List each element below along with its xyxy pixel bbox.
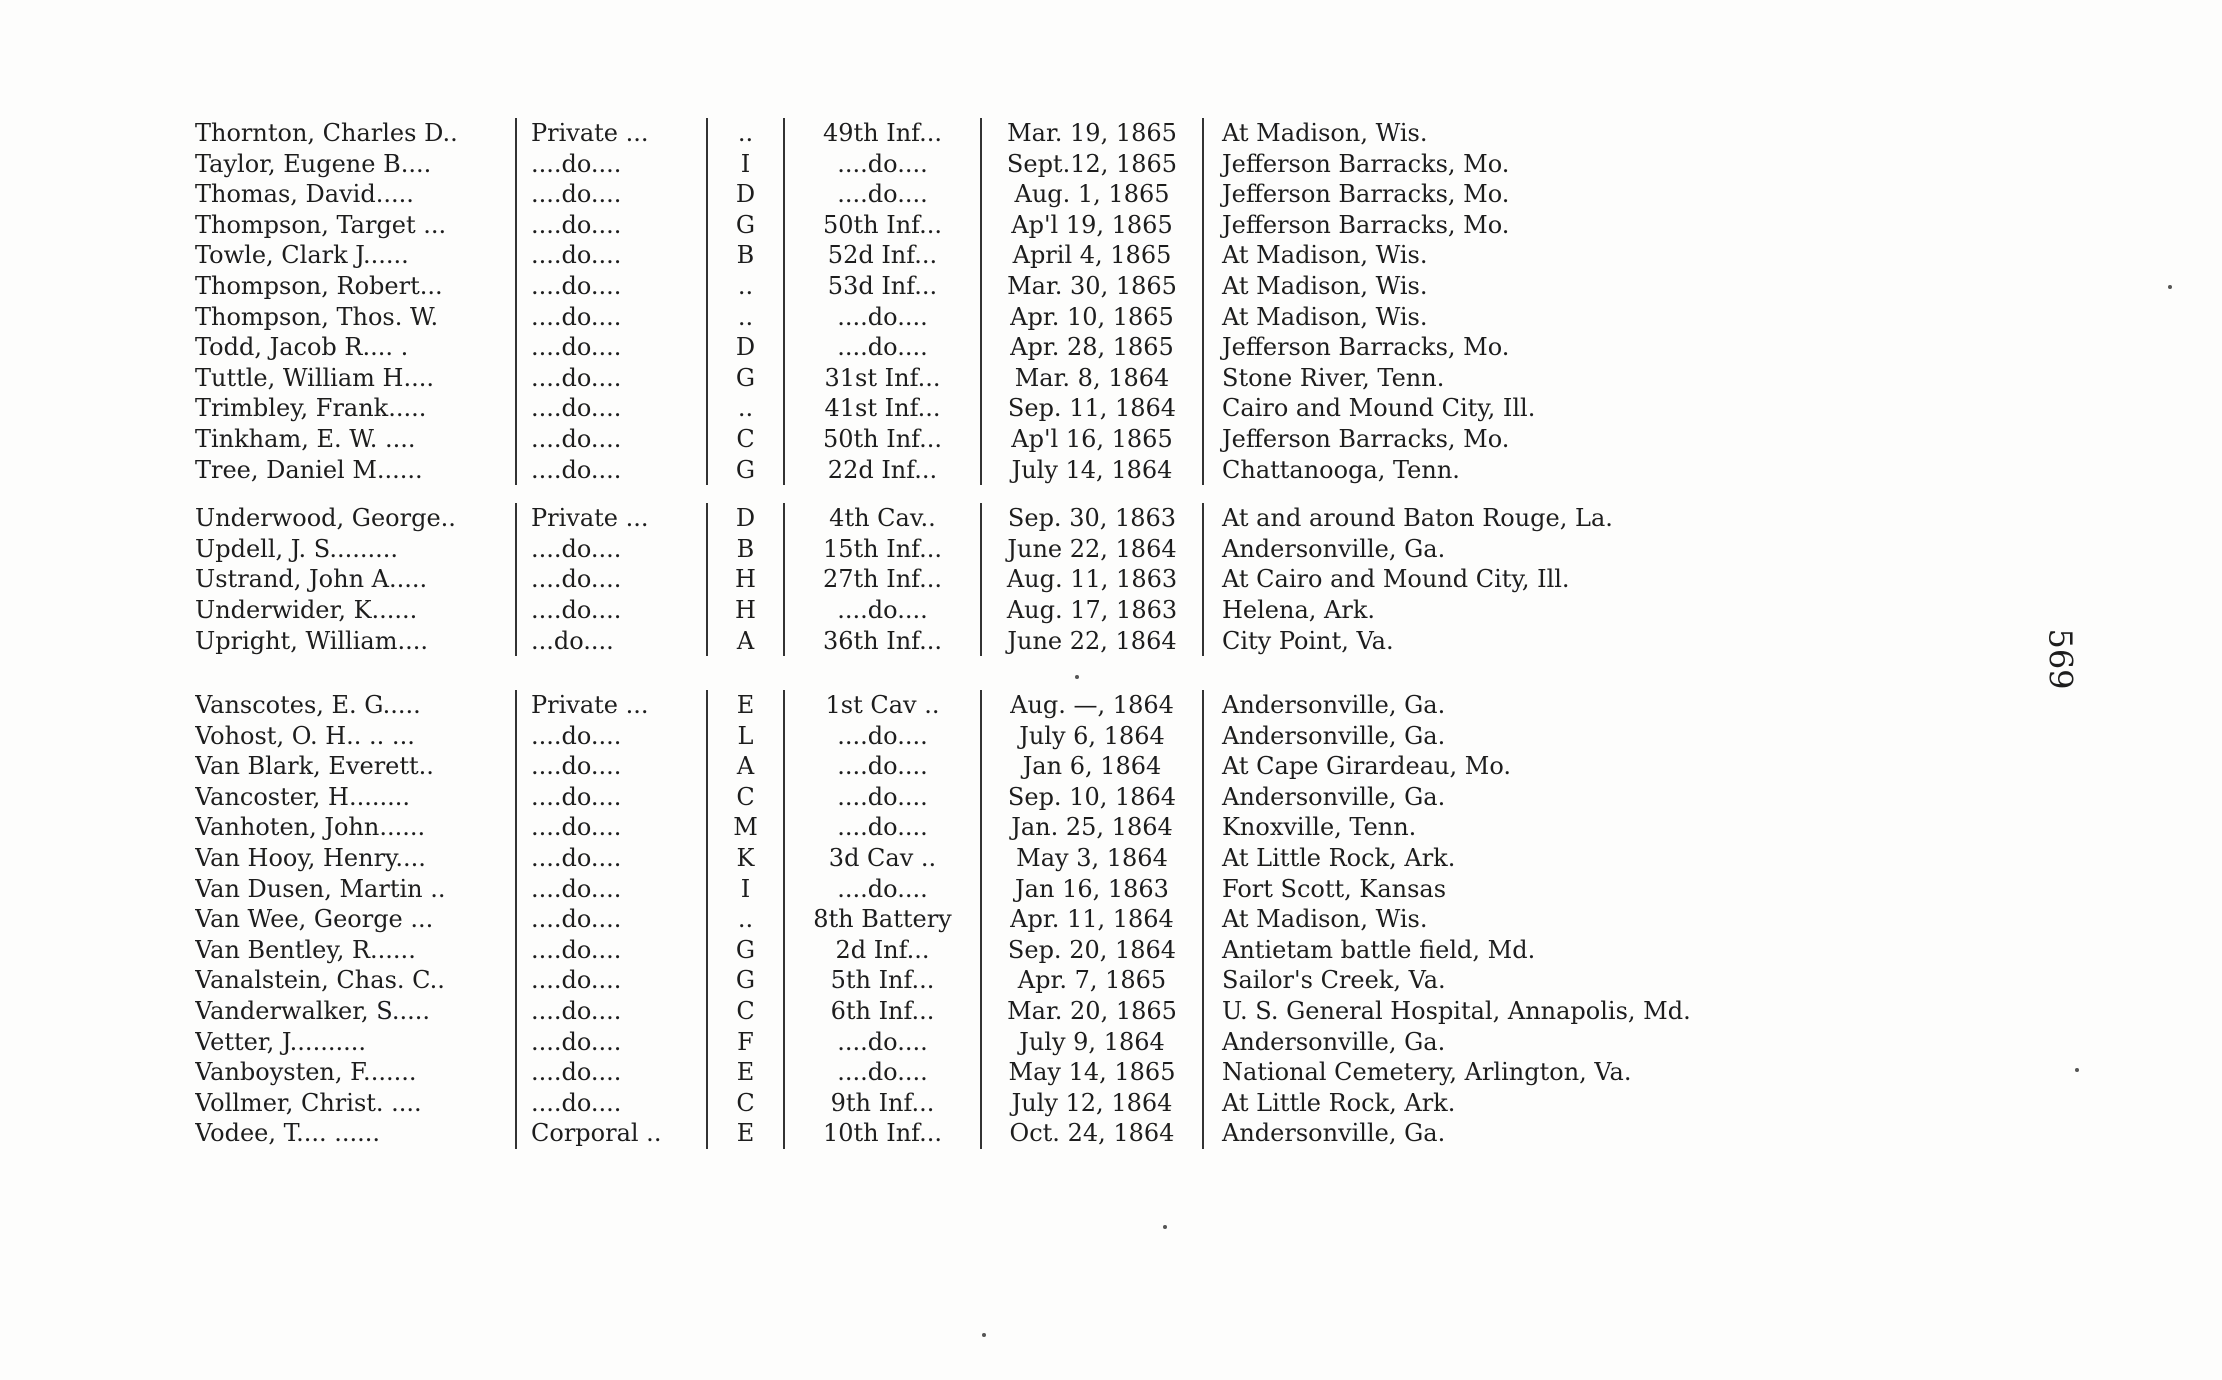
roster-row <box>195 1118 1815 1149</box>
roster-row <box>195 996 1815 1027</box>
roster-row <box>195 721 1815 752</box>
cell-rank: Private ... <box>515 503 706 534</box>
cell-co: .. <box>706 271 783 302</box>
cell-name: Thornton, Charles D.. <box>195 119 458 147</box>
cell-name: Vohost, O. H.. .. ... <box>195 721 415 750</box>
cell-co: M <box>706 812 783 843</box>
cell-rank: Private ... <box>515 118 706 149</box>
cell-rank: Corporal .. <box>515 1118 706 1149</box>
roster-row <box>195 935 1815 966</box>
cell-co: .. <box>706 302 783 333</box>
cell-place: City Point, Va. <box>1202 626 1782 657</box>
cell-date: Aug. 1, 1865 <box>980 179 1202 210</box>
cell-place: Andersonville, Ga. <box>1202 782 1782 813</box>
cell-reg: 5th Inf... <box>783 965 980 996</box>
cell-name: Towle, Clark J...... <box>195 241 409 270</box>
roster-row <box>195 1088 1815 1119</box>
cell-reg: ....do.... <box>783 302 980 333</box>
cell-date: July 9, 1864 <box>980 1027 1202 1058</box>
cell-name: Vollmer, Christ. .... <box>195 1088 422 1117</box>
cell-name: Van Blark, Everett.. <box>195 752 434 781</box>
cell-place: At Madison, Wis. <box>1202 302 1782 333</box>
cell-place: Andersonville, Ga. <box>1202 690 1782 721</box>
cell-co: C <box>706 1088 783 1119</box>
print-speck <box>2075 1068 2079 1072</box>
cell-name: Van Wee, George ... <box>195 905 434 934</box>
cell-date: Mar. 30, 1865 <box>980 271 1202 302</box>
cell-rank: ....do.... <box>515 149 706 180</box>
cell-rank: ....do.... <box>515 751 706 782</box>
cell-rank: Private ... <box>515 690 706 721</box>
cell-co: C <box>706 782 783 813</box>
cell-name: Trimbley, Frank..... <box>195 394 427 423</box>
cell-date: July 14, 1864 <box>980 455 1202 486</box>
roster-row <box>195 1057 1815 1088</box>
roster-row <box>195 210 1815 241</box>
cell-rank: ....do.... <box>515 302 706 333</box>
cell-name: Vanderwalker, S..... <box>195 997 431 1026</box>
cell-reg: 50th Inf... <box>783 210 980 241</box>
cell-name: Tuttle, William H.... <box>195 363 434 392</box>
cell-date: May 14, 1865 <box>980 1057 1202 1088</box>
cell-reg: ....do.... <box>783 1027 980 1058</box>
roster-row <box>195 965 1815 996</box>
cell-rank: ....do.... <box>515 210 706 241</box>
cell-co: G <box>706 965 783 996</box>
roster-row <box>195 595 1815 626</box>
cell-co: .. <box>706 393 783 424</box>
cell-co: E <box>706 1118 783 1149</box>
cell-name: Vetter, J.......... <box>195 1027 366 1056</box>
cell-name: Thompson, Thos. W. <box>195 302 439 331</box>
cell-co: D <box>706 332 783 363</box>
roster-row <box>195 812 1815 843</box>
cell-name: Vodee, T.... ...... <box>195 1119 381 1148</box>
cell-co: A <box>706 751 783 782</box>
roster-row <box>195 503 1815 534</box>
cell-rank: ....do.... <box>515 874 706 905</box>
roster-row <box>195 455 1815 486</box>
cell-place: Cairo and Mound City, Ill. <box>1202 393 1782 424</box>
roster-row <box>195 424 1815 455</box>
cell-date: Mar. 8, 1864 <box>980 363 1202 394</box>
cell-date: Sep. 10, 1864 <box>980 782 1202 813</box>
cell-co: .. <box>706 118 783 149</box>
cell-reg: ....do.... <box>783 782 980 813</box>
cell-reg: 2d Inf... <box>783 935 980 966</box>
cell-reg: 10th Inf... <box>783 1118 980 1149</box>
cell-rank: ...do.... <box>515 626 706 657</box>
cell-place: Jefferson Barracks, Mo. <box>1202 332 1782 363</box>
cell-rank: ....do.... <box>515 843 706 874</box>
cell-name: Thompson, Target ... <box>195 210 447 239</box>
cell-name: Van Hooy, Henry.... <box>195 844 426 873</box>
roster-row <box>195 271 1815 302</box>
cell-co: H <box>706 564 783 595</box>
cell-reg: 50th Inf... <box>783 424 980 455</box>
cell-date: June 22, 1864 <box>980 626 1202 657</box>
cell-rank: ....do.... <box>515 721 706 752</box>
cell-reg: ....do.... <box>783 149 980 180</box>
cell-place: At Madison, Wis. <box>1202 118 1782 149</box>
cell-date: May 3, 1864 <box>980 843 1202 874</box>
print-speck <box>1075 675 1079 679</box>
cell-co: E <box>706 690 783 721</box>
cell-date: Ap'l 19, 1865 <box>980 210 1202 241</box>
roster-section <box>195 118 1815 485</box>
cell-date: Mar. 19, 1865 <box>980 118 1202 149</box>
cell-name: Underwood, George.. <box>195 504 456 533</box>
cell-reg: 22d Inf... <box>783 455 980 486</box>
cell-date: Aug. 11, 1863 <box>980 564 1202 595</box>
roster-section <box>195 503 1815 656</box>
cell-place: At Little Rock, Ark. <box>1202 843 1782 874</box>
cell-reg: ....do.... <box>783 332 980 363</box>
cell-place: Jefferson Barracks, Mo. <box>1202 210 1782 241</box>
cell-rank: ....do.... <box>515 1057 706 1088</box>
cell-date: Jan. 25, 1864 <box>980 812 1202 843</box>
cell-reg: 8th Battery <box>783 904 980 935</box>
cell-rank: ....do.... <box>515 363 706 394</box>
roster-row <box>195 843 1815 874</box>
cell-date: Sep. 11, 1864 <box>980 393 1202 424</box>
cell-rank: ....do.... <box>515 332 706 363</box>
cell-name: Todd, Jacob R.... . <box>195 333 409 362</box>
cell-co: E <box>706 1057 783 1088</box>
cell-rank: ....do.... <box>515 534 706 565</box>
roster-row <box>195 626 1815 657</box>
cell-name: Taylor, Eugene B.... <box>195 149 432 178</box>
cell-place: Stone River, Tenn. <box>1202 363 1782 394</box>
cell-place: Knoxville, Tenn. <box>1202 812 1782 843</box>
cell-name: Thompson, Robert... <box>195 271 443 300</box>
roster-row <box>195 240 1815 271</box>
cell-co: A <box>706 626 783 657</box>
cell-rank: ....do.... <box>515 179 706 210</box>
roster-row <box>195 564 1815 595</box>
cell-place: Jefferson Barracks, Mo. <box>1202 424 1782 455</box>
roster-section <box>195 690 1815 1149</box>
cell-place: At Madison, Wis. <box>1202 904 1782 935</box>
roster-row <box>195 751 1815 782</box>
cell-date: Sept.12, 1865 <box>980 149 1202 180</box>
cell-rank: ....do.... <box>515 935 706 966</box>
cell-reg: 6th Inf... <box>783 996 980 1027</box>
cell-name: Van Dusen, Martin .. <box>195 874 446 903</box>
cell-name: Vanalstein, Chas. C.. <box>195 966 445 995</box>
cell-date: Aug. —, 1864 <box>980 690 1202 721</box>
page-number: 569 <box>2041 628 2080 690</box>
cell-reg: ....do.... <box>783 595 980 626</box>
cell-date: Mar. 20, 1865 <box>980 996 1202 1027</box>
cell-place: At Madison, Wis. <box>1202 240 1782 271</box>
cell-rank: ....do.... <box>515 996 706 1027</box>
cell-rank: ....do.... <box>515 393 706 424</box>
cell-rank: ....do.... <box>515 271 706 302</box>
roster-row <box>195 690 1815 721</box>
cell-place: National Cemetery, Arlington, Va. <box>1202 1057 1782 1088</box>
cell-date: Apr. 28, 1865 <box>980 332 1202 363</box>
cell-place: At Cairo and Mound City, Ill. <box>1202 564 1782 595</box>
cell-co: G <box>706 935 783 966</box>
cell-rank: ....do.... <box>515 1088 706 1119</box>
cell-name: Vanscotes, E. G..... <box>195 691 421 720</box>
cell-rank: ....do.... <box>515 904 706 935</box>
roster-row <box>195 118 1815 149</box>
roster-row <box>195 782 1815 813</box>
cell-place: Andersonville, Ga. <box>1202 721 1782 752</box>
cell-rank: ....do.... <box>515 455 706 486</box>
roster-row <box>195 179 1815 210</box>
cell-reg: ....do.... <box>783 874 980 905</box>
cell-name: Vanhoten, John...... <box>195 813 426 842</box>
cell-date: Sep. 20, 1864 <box>980 935 1202 966</box>
cell-reg: 31st Inf... <box>783 363 980 394</box>
cell-name: Thomas, David..... <box>195 180 414 209</box>
cell-co: K <box>706 843 783 874</box>
cell-date: July 6, 1864 <box>980 721 1202 752</box>
roster-row <box>195 1027 1815 1058</box>
cell-reg: ....do.... <box>783 179 980 210</box>
print-speck <box>982 1333 986 1337</box>
cell-date: Sep. 30, 1863 <box>980 503 1202 534</box>
cell-co: G <box>706 455 783 486</box>
cell-co: D <box>706 179 783 210</box>
cell-name: Van Bentley, R...... <box>195 935 416 964</box>
cell-date: April 4, 1865 <box>980 240 1202 271</box>
print-speck <box>2168 285 2172 289</box>
cell-place: Fort Scott, Kansas <box>1202 874 1782 905</box>
cell-place: Jefferson Barracks, Mo. <box>1202 149 1782 180</box>
cell-name: Vancoster, H........ <box>195 782 411 811</box>
cell-reg: ....do.... <box>783 751 980 782</box>
cell-name: Tree, Daniel M...... <box>195 455 423 484</box>
cell-date: Jan 16, 1863 <box>980 874 1202 905</box>
casualty-roster <box>195 118 1815 1167</box>
cell-reg: 1st Cav .. <box>783 690 980 721</box>
cell-name: Upright, William.... <box>195 626 428 655</box>
cell-place: At Madison, Wis. <box>1202 271 1782 302</box>
cell-place: Sailor's Creek, Va. <box>1202 965 1782 996</box>
cell-rank: ....do.... <box>515 424 706 455</box>
roster-row <box>195 149 1815 180</box>
roster-row <box>195 534 1815 565</box>
cell-reg: 36th Inf... <box>783 626 980 657</box>
cell-co: C <box>706 996 783 1027</box>
roster-row <box>195 393 1815 424</box>
cell-place: Andersonville, Ga. <box>1202 1118 1782 1149</box>
cell-rank: ....do.... <box>515 965 706 996</box>
cell-reg: 9th Inf... <box>783 1088 980 1119</box>
cell-rank: ....do.... <box>515 1027 706 1058</box>
cell-reg: ....do.... <box>783 721 980 752</box>
cell-place: At and around Baton Rouge, La. <box>1202 503 1782 534</box>
print-speck <box>1163 1225 1167 1229</box>
roster-row <box>195 904 1815 935</box>
cell-name: Vanboysten, F....... <box>195 1058 417 1087</box>
cell-co: C <box>706 424 783 455</box>
cell-place: Andersonville, Ga. <box>1202 1027 1782 1058</box>
cell-rank: ....do.... <box>515 240 706 271</box>
cell-date: Apr. 11, 1864 <box>980 904 1202 935</box>
cell-date: July 12, 1864 <box>980 1088 1202 1119</box>
cell-reg: 41st Inf... <box>783 393 980 424</box>
cell-co: G <box>706 363 783 394</box>
cell-place: Chattanooga, Tenn. <box>1202 455 1782 486</box>
roster-row <box>195 332 1815 363</box>
cell-co: F <box>706 1027 783 1058</box>
cell-reg: ....do.... <box>783 812 980 843</box>
cell-place: At Cape Girardeau, Mo. <box>1202 751 1782 782</box>
cell-co: B <box>706 534 783 565</box>
cell-rank: ....do.... <box>515 595 706 626</box>
cell-rank: ....do.... <box>515 812 706 843</box>
cell-reg: 4th Cav.. <box>783 503 980 534</box>
cell-name: Tinkham, E. W. .... <box>195 424 416 453</box>
cell-place: At Little Rock, Ark. <box>1202 1088 1782 1119</box>
cell-date: Ap'l 16, 1865 <box>980 424 1202 455</box>
cell-date: Jan 6, 1864 <box>980 751 1202 782</box>
cell-date: Oct. 24, 1864 <box>980 1118 1202 1149</box>
cell-name: Underwider, K...... <box>195 595 418 624</box>
cell-reg: 52d Inf... <box>783 240 980 271</box>
cell-date: Apr. 10, 1865 <box>980 302 1202 333</box>
cell-co: .. <box>706 904 783 935</box>
cell-co: G <box>706 210 783 241</box>
cell-date: Apr. 7, 1865 <box>980 965 1202 996</box>
cell-co: L <box>706 721 783 752</box>
cell-place: Antietam battle field, Md. <box>1202 935 1782 966</box>
cell-place: Helena, Ark. <box>1202 595 1782 626</box>
cell-co: B <box>706 240 783 271</box>
cell-co: I <box>706 149 783 180</box>
cell-rank: ....do.... <box>515 782 706 813</box>
cell-place: Jefferson Barracks, Mo. <box>1202 179 1782 210</box>
cell-co: I <box>706 874 783 905</box>
cell-place: Andersonville, Ga. <box>1202 534 1782 565</box>
cell-rank: ....do.... <box>515 564 706 595</box>
roster-row <box>195 874 1815 905</box>
cell-name: Updell, J. S......... <box>195 534 399 563</box>
cell-reg: 15th Inf... <box>783 534 980 565</box>
roster-row <box>195 363 1815 394</box>
cell-reg: ....do.... <box>783 1057 980 1088</box>
cell-date: Aug. 17, 1863 <box>980 595 1202 626</box>
cell-reg: 3d Cav .. <box>783 843 980 874</box>
cell-co: D <box>706 503 783 534</box>
cell-co: H <box>706 595 783 626</box>
cell-reg: 49th Inf... <box>783 118 980 149</box>
cell-reg: 53d Inf... <box>783 271 980 302</box>
cell-name: Ustrand, John A..... <box>195 565 428 594</box>
cell-reg: 27th Inf... <box>783 564 980 595</box>
cell-date: June 22, 1864 <box>980 534 1202 565</box>
cell-place: U. S. General Hospital, Annapolis, Md. <box>1202 996 1782 1027</box>
roster-row <box>195 302 1815 333</box>
